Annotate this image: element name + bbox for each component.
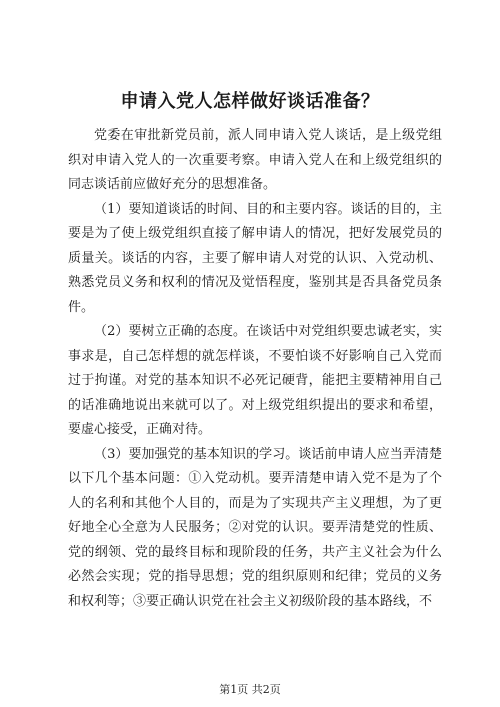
paragraph-intro: 党委在审批新党员前，派人同申请入党人谈话，是上级党组织对申请入党人的一次重要考察。申请入党人在和上级党组织的同志谈话前应做好充分的思想准备。	[68, 128, 442, 192]
document-body	[68, 124, 442, 614]
document-title: 申请入党人怎样做好谈话准备？	[120, 91, 380, 112]
paragraph-point-1: （1）要知道谈话的时间、目的和主要内容。谈话的目的，主要是为了使上级党组织直接了解申请人的情况，把好发展党员的质量关。谈话的内容，主要了解申请人对党的认识、入党动机、熟悉党员义务和权利的情况及觉悟程度，鉴别其是否具备党员条件。	[68, 201, 442, 315]
page-number-footer: 第1页 共2页	[219, 683, 281, 696]
paragraph-point-2: （2）要树立正确的态度。在谈话中对党组织要忠诚老实，实事求是，自己怎样想的就怎样谈，不要怕谈不好影响自己入党而过于拘谨。对党的基本知识不必死记硬背，能把主要精神用自己的话准确地说出来就可以了。对上级党组织提出的要求和希望，要虚心接受，正确对待。	[68, 324, 442, 437]
paragraph-point-3: （3）要加强党的基本知识的学习。谈话前申请人应当弄清楚以下几个基本问题：①入党动机。要弄清楚申请入党不是为了个人的名利和其他个人目的，而是为了实现共产主义理想，为了更好地全心全意为人民服务；②对党的认识。要弄清楚党的性质、党的纲领、党的最终目标和现阶段的任务，共产主义社会为什么必然会实现；党的指导思想；党的组织原则和纪律；党员的义务和权利等；③要正确认识党在社会主义初级阶段的基本路线，不	[68, 446, 442, 609]
